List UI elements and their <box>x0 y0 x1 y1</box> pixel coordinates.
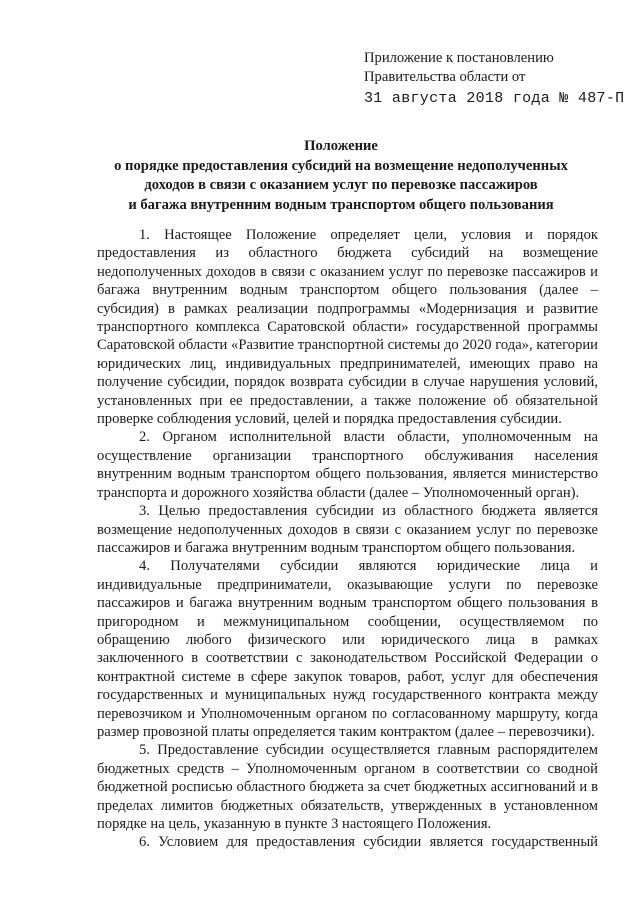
appendix-line-2: Правительства области от <box>364 69 526 85</box>
paragraph-3: 3. Целью предоставления субсидии из областного бюджета является возмещение недополученных доходов в связи с оказанием услуг по перевозке пассажиров и багажа внутренним водным транспортом общего пользования. <box>97 503 598 556</box>
document-title <box>60 137 622 215</box>
title-line-4: и багажа внутренним водным транспортом общего пользования <box>128 196 554 213</box>
paragraph-1: 1. Настоящее Положение определяет цели, условия и порядок предоставления из областного бюджета субсидий на возмещение недополученных доходов в связи с оказанием услуг по перевозке пассажиров и багажа внутренним водным транспортом общего пользования (далее – субсидия) в рамках реализации подпрограммы «Модернизация и развитие транспортного комплекса Саратовской области» государственной программы Саратовской области «Развитие транспортной системы до 2020 года», категории юридических лиц, индивидуальных предпринимателей, имеющих право на получение субсидии, порядок возврата субсидии в случае нарушения условий, установленных при ее предоставлении, а также положение об обязательной проверке соблюдения условий, целей и порядка предоставления субсидии. <box>97 227 598 428</box>
paragraph-2: 2. Органом исполнительной власти области, уполномоченным на осуществление организации транспортного обслуживания населения внутренним водным транспортом общего пользования, является министерство транспорта и дорожного хозяйства области (далее – Уполномоченный орган). <box>97 429 598 501</box>
title-line-1: Положение <box>304 138 378 154</box>
appendix-note <box>364 49 634 108</box>
paragraph-5: 5. Предоставление субсидии осуществляется главным распорядителем бюджетных средств – Уполномоченным органом в соответствии со сводной бюджетной росписью областного бюджета за счет бюджетных ассигнований и в пределах лимитов бюджетных обязательств, утвержденных в установленном порядке на цель, указанную в пункте 3 настоящего Положения. <box>97 742 598 832</box>
title-line-3: доходов в связи с оказанием услуг по перевозке пассажиров <box>144 177 538 193</box>
date-number-stamp: 31 августа 2018 года № 487-П <box>364 90 625 107</box>
document-body <box>97 226 598 852</box>
appendix-line-1: Приложение к постановлению <box>364 50 554 66</box>
paragraph-6: 6. Условием для предоставления субсидии является государственный <box>139 834 598 851</box>
paragraph-4: 4. Получателями субсидии являются юридические лица и индивидуальные предприниматели, оказывающие услуги по перевозке пассажиров и багажа внутренним водным транспортом общего пользования в пригородном и межмуниципальном сообщении, осуществляемом по обращению любого физического или юридического лица в рамках заключенного в соответствии с законодательством Российской Федерации о контрактной системе в сфере закупок товаров, работ, услуг для обеспечения государственных и муниципальных нужд государственного контракта между перевозчиком и Уполномоченным органом по согласованному маршруту, когда размер провозной платы определяется таким контрактом (далее – перевозчики). <box>97 558 598 740</box>
title-line-2: о порядке предоставления субсидий на возмещение недополученных <box>114 157 568 174</box>
